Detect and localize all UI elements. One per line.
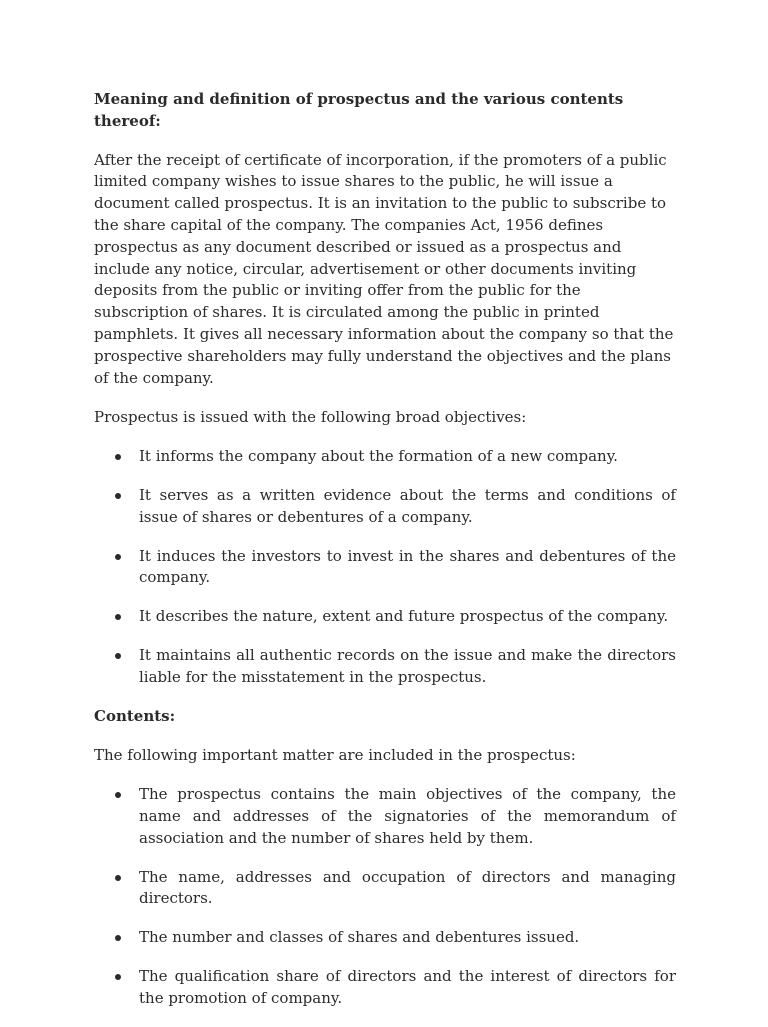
list-item-text: It describes the nature, extent and future prospectus of the company. — [139, 607, 669, 626]
list-item-text: The prospectus contains the main objectives of the company, the name and addresses of the signatories of the memorandum of association and the number of shares held by them. — [139, 785, 676, 847]
bullet-icon — [115, 614, 121, 620]
list-item-text: The number and classes of shares and debentures issued. — [139, 928, 580, 947]
bullet-icon — [115, 653, 121, 659]
document-title: Meaning and definition of prospectus and the various contents thereof: — [94, 90, 624, 130]
document-body — [94, 89, 676, 1027]
list-item-text: The qualification share of directors and the interest of directors for the promotion of company. — [139, 966, 676, 1007]
bullet-icon — [115, 454, 121, 460]
objectives-intro: Prospectus is issued with the following broad objectives: — [94, 408, 527, 427]
list-item — [94, 485, 676, 529]
objectives-list — [94, 446, 676, 688]
list-item-text: It maintains all authentic records on the issue and make the directors liable for the misstatement in the prospectus. — [139, 645, 676, 686]
list-item-text: It serves as a written evidence about the terms and conditions of issue of shares or debentures of a company. — [139, 485, 676, 526]
intro-paragraph: After the receipt of certificate of incorporation, if the promoters of a public limited company wishes to issue shares to the public, he will issue a document called prospectus. It is an invitation to the public to subscribe to the share capital of the company. The companies Act, 1956 defines prospectus as any document described or issued as a prospectus and include any notice, circular, advertisement or other documents inviting deposits from the public or inviting offer from the public for the subscription of shares. It is circulated among the public in printed pamphlets. It gives all necessary information about the company so that the prospective shareholders may fully understand the objectives and the plans of the company. — [94, 150, 674, 387]
contents-intro: The following important matter are included in the prospectus: — [94, 746, 576, 765]
bullet-icon — [115, 974, 121, 980]
list-item — [94, 446, 676, 468]
list-item-text: It induces the investors to invest in the shares and debentures of the company. — [139, 546, 676, 587]
contents-list — [94, 784, 676, 1009]
list-item-text: The name, addresses and occupation of directors and managing directors. — [139, 867, 676, 908]
bullet-icon — [115, 792, 121, 798]
list-item — [94, 867, 676, 911]
list-item-text: It informs the company about the formation of a new company. — [139, 447, 618, 466]
list-item — [94, 966, 676, 1010]
bullet-icon — [115, 875, 121, 881]
bullet-icon — [115, 554, 121, 560]
list-item — [94, 606, 676, 628]
list-item — [94, 927, 676, 949]
bullet-icon — [115, 935, 121, 941]
list-item — [94, 784, 676, 849]
list-item — [94, 645, 676, 689]
contents-heading: Contents: — [94, 706, 176, 725]
list-item — [94, 546, 676, 590]
bullet-icon — [115, 493, 121, 499]
